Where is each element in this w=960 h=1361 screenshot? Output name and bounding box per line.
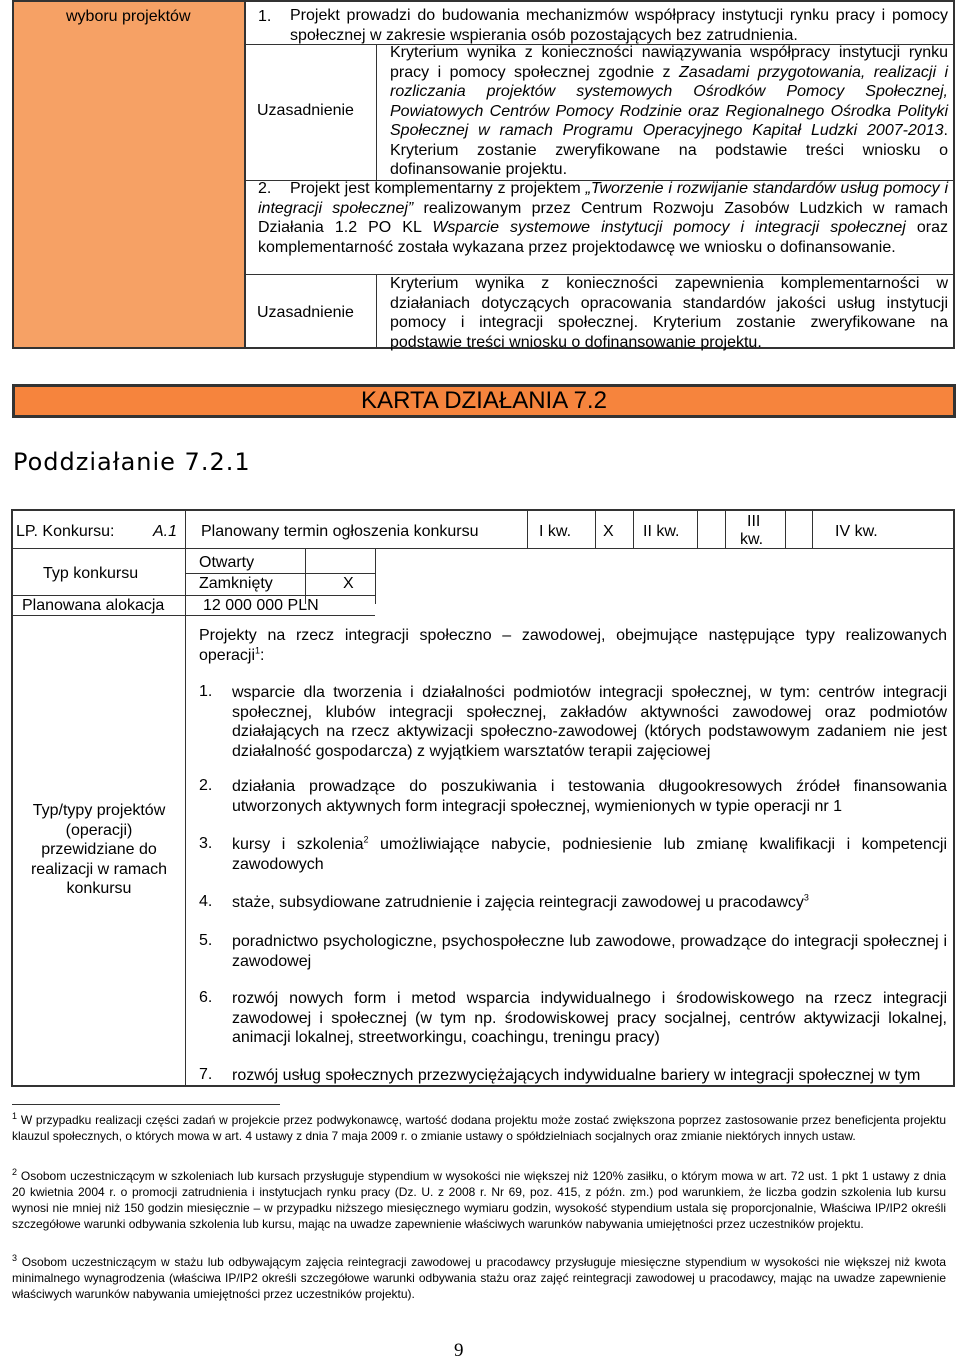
contest-table: LP. Konkursu: A.1 Planowany termin ogłoszenia konkursu I kw. X II kw. III kw. IV kw. Typ konkursu Otwarty Zamknięty X Planowana alokacja 12 000 000 PLN Typ/typy projektów (operacji) przewidziane do realizacji w ramach konkursu Projekty na rzecz integracji społeczno – zawodowej, obejmujące następujące typy realizowanych operacji$^1$: 1. wsparcie dla tworzenia i działalności podmiotów integracji społecznej, w tym: centrów integracji społecznej, klubów integracji społecznej, zakładów aktywności zawodowej oraz podmiotów działających na rzecz aktywizacji społeczno-zawodowej (których podstawowym zadaniem nie jest działalność gospodarcza) z wyjątkiem warsztatów terapii zajęciowej 2. działania prowadzące do poszukiwania i testowania długookresowych źródeł finansowania utworzonych aktywnych form integracji społecznej, wymienionych w typie operacji nr 1 3. kursy i szkolenia$^2$ umożliwiające nabycie, podniesienie lub zmianę kwalifikacji i kompetencji zawodowych 4. staże, subsydiowane zatrudnienie i zajęcia reintegracji zawodowej u pracodawcy$^3$ 5. poradnictwo psychologiczne, psychospołeczne lub zawodowe, prowadzące do integracji społecznej i zawodowej 6. rozwój nowych form i metod wsparcia indywidualnego i środowiskowego na rzecz integracji zawodowej i społecznej (w tym np. środowiskowej pracy socjalnej, centrów aktywizacji lokalnej, animacji lokalnej, streetworkingu, coachingu, treningu pracy) 7. rozwój usług społecznych przezwyciężających indywidualne bariery w integracji społecznej w tym (11, 509, 955, 1087)
footnote-1: $^1$ W przypadku realizacji części zadań w projekcie przez podwykonawcę, wartość dodana projektu może zostać zwiększona poprzez zastosowanie przez beneficjenta projektu klauzul społecznych, o których mowa w art. 4 ustawy z dnia 7 maja 2009 r. o zmianie ustawy o spółdzielniach socjalnych oraz zmianie niektórych innych ustaw. (12, 1111, 946, 1143)
divider (595, 511, 596, 548)
justification-1-text: Kryterium wynika z konieczności nawiązywania współpracy instytucji rynku pracy i pomocy społecznej zgodnie z Zasadami przygotowania, realizacji i rozliczania projektów systemowych Ośrodków Pomocy Społecznej, Powiatowych Centrów Pomocy Rodzinie oraz Regionalnego Ośrodka Polityki Społecznej w ramach Programu Operacyjnego Kapitał Ludzki 2007-2013. Kryterium zostanie zweryfikowane na podstawie treści wniosku o dofinansowanie projektu. (390, 44, 949, 178)
footnote-2: $^2$ Osobom uczestniczącym w szkoleniach lub kursach przysługuje stypendium w wysokości nie większej niż 120% zasiłku, o którym mowa w art. 72 ust. 1 pkt 1 ustawy z dnia 20 kwietnia 2004 r. o promocji zatrudnienia i instytucjach rynku pracy (Dz. U. z 2008 r. Nr 69, poz. 415, z późn. zm.) pod warunkiem, że liczba godzin szkolenia lub kursu wynosi nie mniej niż 150 godzin miesięcznie – w przypadku niższego miesięcznego wymiaru godzin, wysokość stypendium ustala się proporcjonalnie, Właściwa IP/IP2 określi szczegółowe warunki odbywania szkolenia lub kursu, mając na uwadze zapewnienie właściwych warunków nabywania umiejętności przez uczestników projektu. (12, 1167, 946, 1231)
justification-2-label: Uzasadnienie (257, 304, 354, 321)
footnote-3: $^3$ Osobom uczestniczącym w stażu lub odbywającym zajęcia reintegracji zawodowej u pracodawcy przysługuje miesięczne stypendium w wysokości nie większej niż kwota minimalnego wynagrodzenia (właściwa IP/IP2 określi szczegółowe warunki odbywania stażu oraz zajęć reintegracji zawodowej u pracodawcy, mając na uwadze zapewnienie właściwych warunków nabywania umiejętności przez uczestników projektu). (12, 1253, 946, 1301)
justification-2-text: Kryterium wynika z konieczności zapewnienia komplementarności w działaniach dotyczących opracowania standardów jakości usług instytucji pomocy i integracji społecznej. Kryterium zostanie zweryfikowane na podstawie treści wniosku o dofinansowanie projektu. (390, 275, 948, 351)
contest-type-closed: Zamknięty (199, 575, 273, 592)
divider (185, 604, 186, 1087)
divider (697, 511, 698, 548)
divider (185, 615, 375, 616)
divider (13, 595, 375, 596)
footnote-separator (12, 1104, 280, 1105)
quarter-4: IV kw. (835, 523, 878, 540)
divider (13, 548, 953, 549)
action-card-title: KARTA DZIAŁANIA 7.2 (12, 384, 956, 418)
divider (633, 511, 634, 548)
contest-type-closed-mark: X (343, 575, 354, 592)
contest-type-label: Typ konkursu (43, 565, 139, 582)
criterion-2-text: Projekt jest komplementarny z projektem „Tworzenie i rozwijanie standardów usług pomocy i integracji społecznej” realizowanym przez Centrum Rozwoju Zasobów Ludzkich w ramach Działania 1.2 PO KL Wsparcie systemowe instytucji pomocy i integracji społecznej oraz komplementarność została wykazana przez projektodawcę we wniosku o dofinansowanie. (258, 180, 949, 256)
criterion-1-number: 1. (258, 8, 272, 25)
justification-1-label: Uzasadnienie (257, 102, 354, 119)
divider (812, 511, 813, 548)
announcement-term-label: Planowany termin ogłoszenia konkursu (201, 523, 479, 540)
quarter-2: II kw. (643, 523, 680, 540)
divider (376, 274, 377, 349)
divider (185, 511, 186, 604)
quarter-3-line2: kw. (740, 531, 764, 548)
divider (375, 549, 376, 604)
contest-number-value: A.1 (153, 523, 178, 540)
criteria-category-cell (14, 2, 246, 347)
divider (185, 573, 375, 574)
criteria-table (12, 0, 955, 349)
quarter-3-line1: III (747, 513, 761, 530)
subaction-title: Poddziałanie 7.2.1 (13, 448, 251, 476)
operations-intro: Projekty na rzecz integracji społeczno – zawodowej, obejmujące następujące typy realizowanych operacji$^1$: (199, 627, 947, 664)
allocation-value: 12 000 000 PLN (203, 597, 319, 614)
divider (13, 615, 185, 616)
contest-number-label: LP. Konkursu: (16, 523, 115, 540)
criteria-category-label: wyboru projektów (66, 8, 191, 25)
quarter-1: I kw. (539, 523, 572, 540)
allocation-label: Planowana alokacja (22, 597, 165, 614)
divider (376, 44, 377, 180)
project-types-label: Typ/typy projektów (operacji) przewidziane do realizacji w ramach konkursu (30, 802, 168, 897)
criterion-1-text: Projekt prowadzi do budowania mechanizmów współpracy instytucji rynku pracy i pomocy społecznej w zakresie wspierania osób pozostających bez zatrudnienia. (290, 7, 948, 44)
contest-type-open: Otwarty (199, 554, 255, 571)
divider (725, 511, 726, 548)
quarter-1-mark: X (603, 523, 614, 540)
page-number: 9 (454, 1340, 464, 1361)
divider (785, 511, 786, 548)
divider (527, 511, 528, 548)
criterion-2-number: 2. (258, 180, 272, 197)
